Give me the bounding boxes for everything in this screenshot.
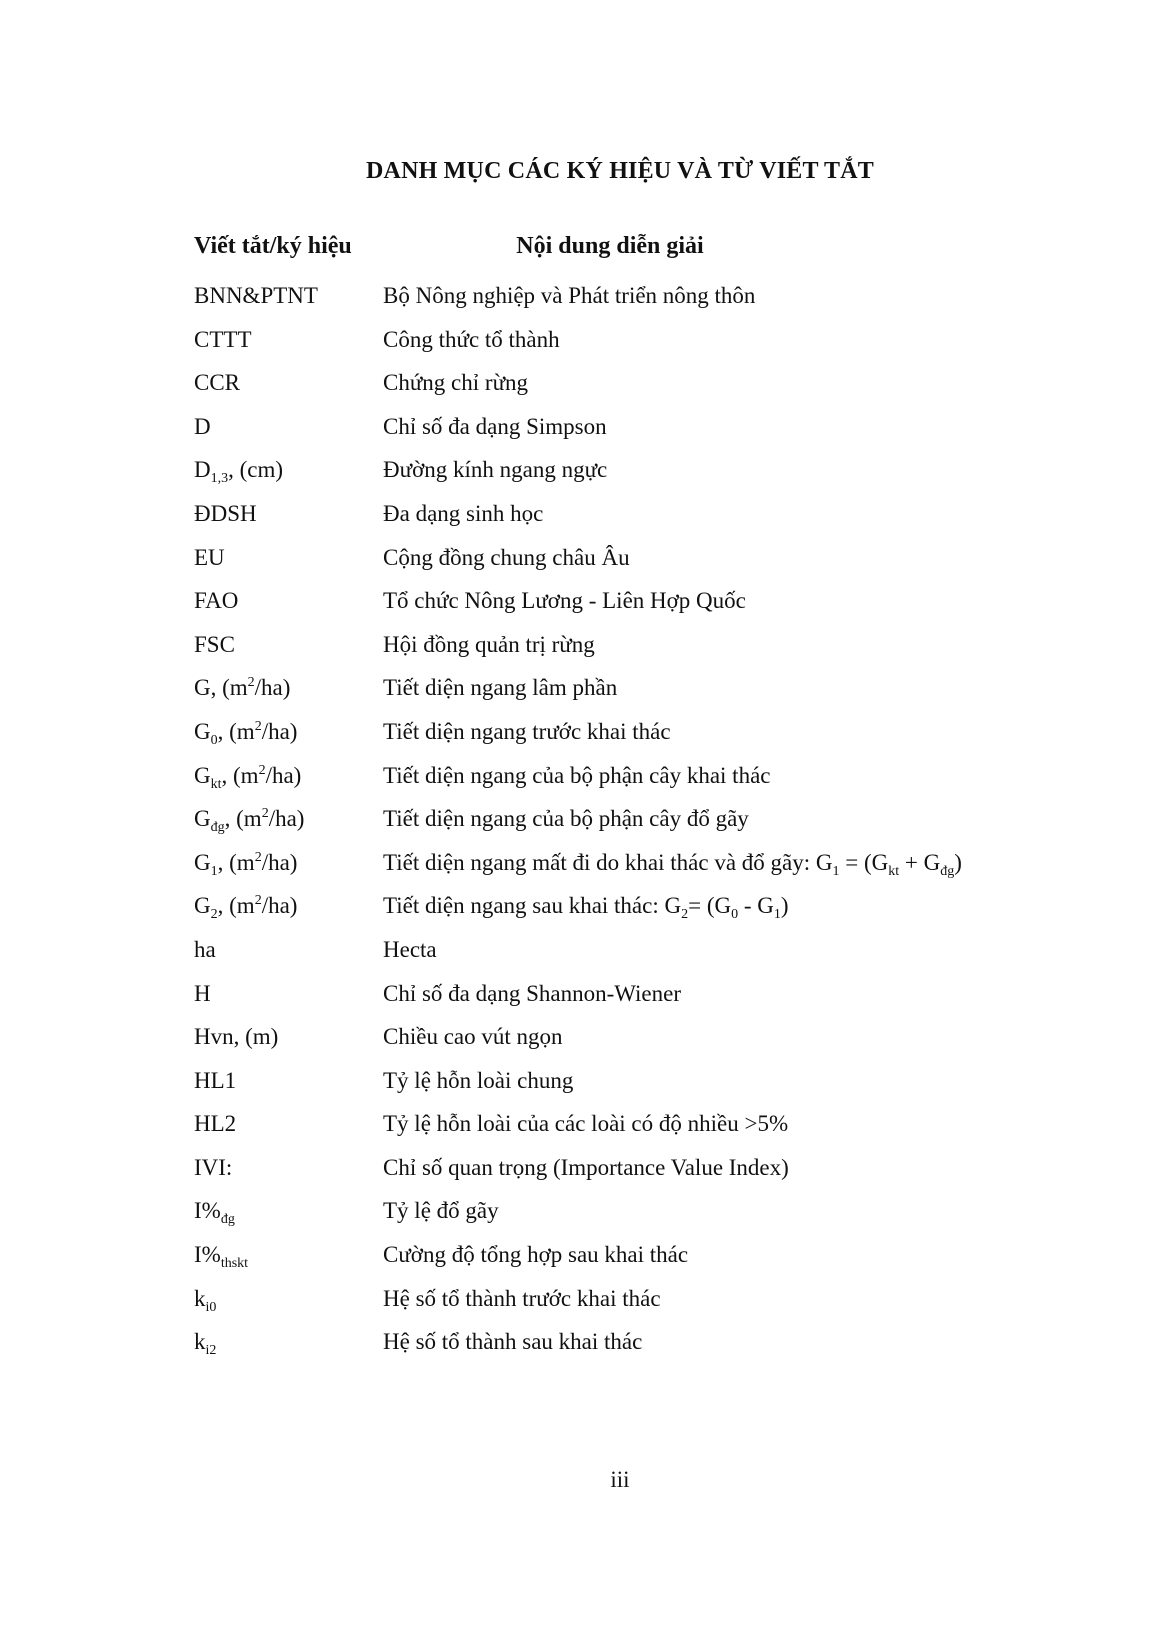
list-item (0, 499, 1158, 543)
list-item (0, 368, 1158, 412)
meaning: Tiết diện ngang trước khai thác (383, 718, 671, 744)
abbreviation: CTTT (194, 326, 252, 352)
meaning: Đường kính ngang ngực (383, 457, 608, 483)
meaning: Tiết diện ngang lâm phần (383, 675, 618, 701)
list-item (0, 673, 1158, 717)
meaning: Tổ chức Nông Lương - Liên Hợp Quốc (383, 588, 746, 614)
meaning: Tỷ lệ hỗn loài chung (383, 1067, 574, 1093)
meaning: Chứng chỉ rừng (383, 370, 529, 396)
abbreviation: $G_0$, $(m^2/ha)$ (194, 718, 298, 748)
abbreviation: $G_{đg}$, $(m^2/ha)$ (194, 806, 305, 836)
meaning: Tỷ lệ hỗn loài của các loài có độ nhiều >5% (383, 1111, 789, 1137)
list-item (0, 1153, 1158, 1197)
table-header (0, 233, 1158, 265)
abbreviation: $D_{1,3}$, (cm) (194, 457, 284, 487)
meaning: Hecta (383, 936, 437, 962)
meaning: Tiết diện ngang của bộ phận cây đổ gãy (383, 806, 749, 832)
list-item (0, 1022, 1158, 1066)
page-title: DANH MỤC CÁC KÝ HIỆU VÀ TỪ VIẾT TẮT (366, 158, 874, 184)
list-item (0, 586, 1158, 630)
abbreviation: $k_{i2}$ (194, 1329, 217, 1359)
list-item (0, 1284, 1158, 1328)
abbreviation: $G_{kt}$, $(m^2/ha)$ (194, 762, 302, 792)
abbreviation: FSC (194, 631, 235, 657)
abbreviation: ha (194, 936, 216, 962)
abbreviation: H (194, 980, 211, 1006)
list-item (0, 1327, 1158, 1371)
meaning: Tiết diện ngang của bộ phận cây khai thác (383, 762, 771, 788)
abbreviation: FAO (194, 588, 239, 614)
meaning: Chiều cao vút ngọn (383, 1024, 563, 1050)
meaning: Tỷ lệ đổ gãy (383, 1198, 499, 1224)
abbreviation: CCR (194, 370, 241, 396)
list-item (0, 325, 1158, 369)
list-item (0, 1196, 1158, 1240)
meaning: Tiết diện ngang sau khai thác: $G_2= (G_0 - G_1)$ (383, 893, 789, 923)
meaning: Công thức tổ thành (383, 326, 560, 352)
list-item (0, 979, 1158, 1023)
abbreviation: $I\%_{đg}$ (194, 1198, 235, 1228)
meaning: Đa dạng sinh học (383, 500, 544, 526)
list-item (0, 281, 1158, 325)
abbreviation: D (194, 413, 211, 439)
abbreviation: G, $(m^2/ha)$ (194, 675, 291, 701)
list-item (0, 543, 1158, 587)
abbreviation: $G_1$, $(m^2/ha)$ (194, 849, 298, 879)
abbreviation: EU (194, 544, 225, 570)
meaning: Chỉ số đa dạng Shannon-Wiener (383, 980, 682, 1006)
list-item (0, 1066, 1158, 1110)
list-item (0, 1109, 1158, 1153)
meaning: Cộng đồng chung châu Âu (383, 544, 630, 570)
list-item (0, 717, 1158, 761)
list-item (0, 630, 1158, 674)
meaning: Hệ số tổ thành sau khai thác (383, 1329, 643, 1355)
list-item (0, 455, 1158, 499)
list-item (0, 1240, 1158, 1284)
abbreviation: BNN&PTNT (194, 283, 318, 308)
meaning: Bộ Nông nghiệp và Phát triển nông thôn (383, 283, 756, 308)
abbreviation: IVI: (194, 1154, 233, 1180)
meaning: Hội đồng quản trị rừng (383, 631, 595, 657)
meaning: Chỉ số quan trọng (Importance Value Index) (383, 1154, 789, 1180)
header-meaning: Nội dung diễn giải (516, 233, 704, 259)
abbreviation: $k_{i0}$ (194, 1285, 217, 1315)
meaning: Cường độ tổng hợp sau khai thác (383, 1242, 689, 1268)
abbreviation: ĐDSH (194, 500, 257, 526)
list-item (0, 891, 1158, 935)
list-item (0, 804, 1158, 848)
abbreviation: $G_2$, $(m^2/ha)$ (194, 893, 298, 923)
abbreviation: Hvn, (m) (194, 1024, 279, 1050)
meaning: Tiết diện ngang mất đi do khai thác và đổ gãy: $G_1 = (G_{kt} + G_{đg})$ (383, 849, 962, 879)
meaning: Hệ số tổ thành trước khai thác (383, 1285, 661, 1311)
page-number: iii (610, 1467, 630, 1492)
list-item (0, 412, 1158, 456)
abbreviation-list (0, 281, 1158, 1371)
meaning: Chỉ số đa dạng Simpson (383, 413, 607, 439)
header-abbreviation: Viết tắt/ký hiệu (194, 233, 352, 259)
list-item (0, 761, 1158, 805)
abbreviation: HL1 (194, 1067, 237, 1093)
list-item (0, 848, 1158, 892)
abbreviation: HL2 (194, 1111, 237, 1137)
list-item (0, 935, 1158, 979)
abbreviation: $I\%_{thskt}$ (194, 1242, 249, 1272)
